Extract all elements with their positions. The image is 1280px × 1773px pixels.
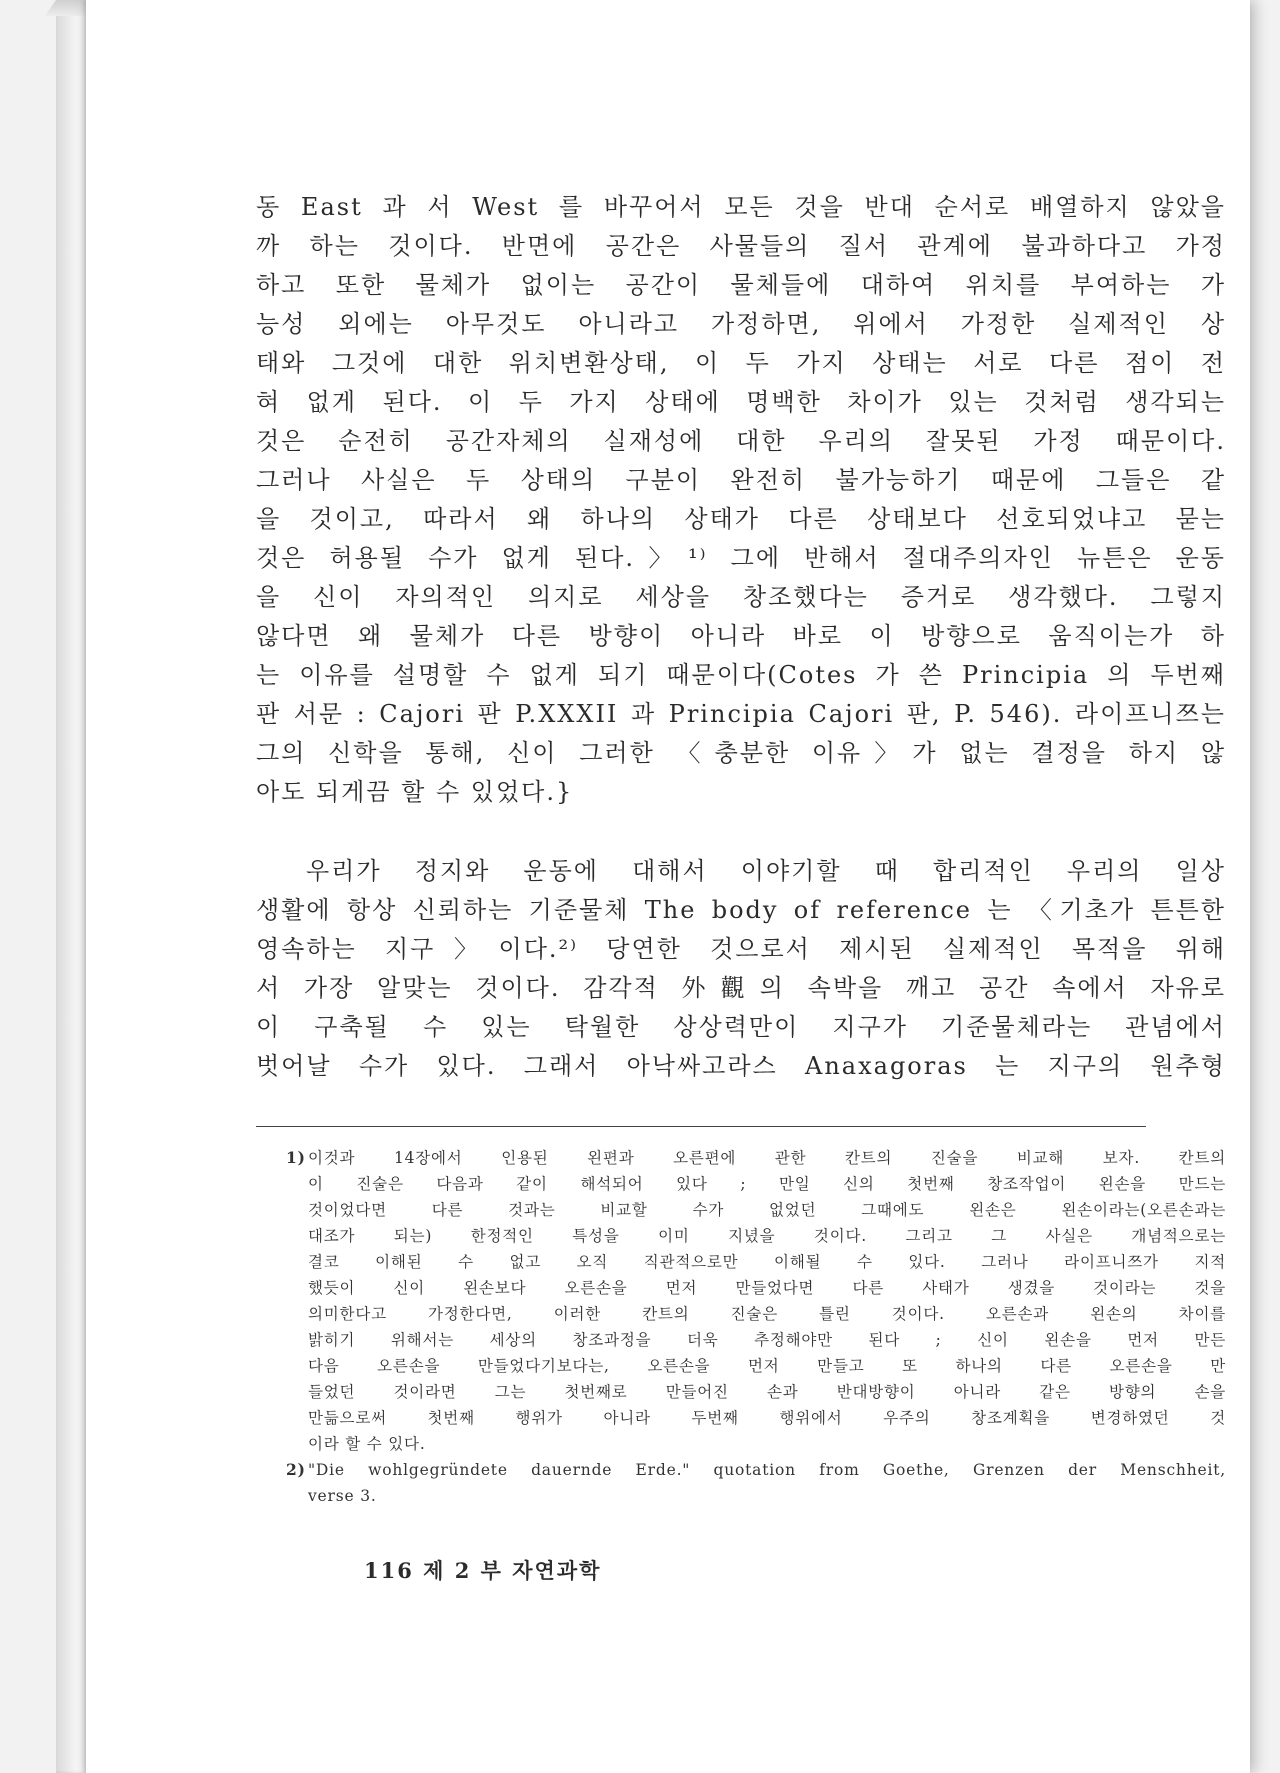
text-line: 하고 또한 물체가 없이는 공간이 물체들에 대하여 위치를 부여하는 가 [256,271,1226,299]
text-line: 아도 되게끔 할 수 있었다.} [256,778,574,806]
text-line: 것은 허용될 수가 없게 된다.〉¹⁾ 그에 반해서 절대주의자인 뉴튼은 운동 [256,544,1226,572]
footnotes [256,1145,1226,1509]
footnote-line: 다음 오른손을 만들었다기보다는, 오른손을 먼저 만들고 또 하나의 다른 오른손을 만 [308,1357,1226,1375]
footnote-line: 이것과 14장에서 인용된 왼편과 오른편에 관한 칸트의 진술을 비교해 보자. 칸트의 [308,1149,1226,1167]
footnote-2 [256,1457,1226,1509]
text-line: 생활에 항상 신뢰하는 기준물체 The body of reference 는 〈기초가 튼튼한 [256,896,1226,924]
text-line: 까 하는 것이다. 반면에 공간은 사물들의 질서 관계에 불과하다고 가정 [256,232,1226,260]
text-line: 동 East 과 서 West 를 바꾸어서 모든 것을 반대 순서로 배열하지 않았을 [256,193,1226,221]
footnote-number: 1) [286,1148,306,1167]
text-line: 않다면 왜 물체가 다른 방향이 아니라 바로 이 방향으로 움직이는가 하 [256,622,1226,650]
footnote-line: 들었던 것이라면 그는 첫번째로 만들어진 손과 반대방향이 아니라 같은 방향의 손을 [308,1383,1226,1401]
text-line: 능성 외에는 아무것도 아니라고 가정하면, 위에서 가정한 실제적인 상 [256,310,1226,338]
footnote-line: 했듯이 신이 왼손보다 오른손을 먼저 만들었다면 다른 사태가 생겼을 것이라는 것을 [308,1279,1226,1297]
page-content [256,188,1226,1509]
text-line: 것은 순전히 공간자체의 실재성에 대한 우리의 잘못된 가정 때문이다. [256,427,1226,455]
footnote-line: verse 3. [308,1487,377,1505]
text-line: 서 가장 알맞는 것이다. 감각적 外觀의 속박을 깨고 공간 속에서 자유로 [256,974,1226,1002]
text-line: 는 이유를 설명할 수 없게 되기 때문이다(Cotes 가 쓴 Principia 의 두번째 [256,661,1226,689]
footnote-number: 2) [286,1460,306,1479]
footnote-line: "Die wohlgegründete dauernde Erde." quotation from Goethe, Grenzen der Menschheit, [308,1461,1226,1479]
page-footer: 116 제 2 부 자연과학 [364,1558,602,1583]
footnote-line: 이라 할 수 있다. [308,1435,426,1453]
text-line: 우리가 정지와 운동에 대해서 이야기할 때 합리적인 우리의 일상 [306,857,1226,885]
text-line: 영속하는 지구〉이다.²⁾ 당연한 것으로서 제시된 실제적인 목적을 위해 [256,935,1226,963]
text-line: 판 서문 : Cajori 판 P.XXXII 과 Principia Cajori 판, P. 546). 라이프니쯔는 [256,700,1226,728]
text-line: 태와 그것에 대한 위치변환상태, 이 두 가지 상태는 서로 다른 점이 전 [256,349,1226,377]
book-page [86,0,1250,1773]
footnote-line: 의미한다고 가정한다면, 이러한 칸트의 진술은 틀린 것이다. 오른손과 왼손의 차이를 [308,1305,1226,1323]
text-line: 혀 없게 된다. 이 두 가지 상태에 명백한 차이가 있는 것처럼 생각되는 [256,388,1226,416]
body-paragraph-2 [256,852,1226,1086]
footnote-line: 것이었다면 다른 것과는 비교할 수가 없었던 그때에도 왼손은 왼손이라는(오른손과는 [308,1201,1226,1219]
text-line: 벗어날 수가 있다. 그래서 아낙싸고라스 Anaxagoras 는 지구의 원추형 [256,1052,1226,1080]
footnote-divider [256,1126,1146,1127]
footnote-line: 만듦으로써 첫번째 행위가 아니라 두번째 행위에서 우주의 창조계획을 변경하였던 것 [308,1409,1226,1427]
text-line: 그러나 사실은 두 상태의 구분이 완전히 불가능하기 때문에 그들은 같 [256,466,1226,494]
footnote-1 [256,1145,1226,1457]
text-line: 을 신이 자의적인 의지로 세상을 창조했다는 증거로 생각했다. 그렇지 [256,583,1226,611]
body-paragraph-1 [256,188,1226,812]
text-line: 을 것이고, 따라서 왜 하나의 상태가 다른 상태보다 선호되었냐고 묻는 [256,505,1226,533]
book-page-edge [56,0,90,1773]
text-line: 이 구축될 수 있는 탁월한 상상력만이 지구가 기준물체라는 관념에서 [256,1013,1226,1041]
footnote-line: 이 진술은 다음과 같이 해석되어 있다 ; 만일 신의 첫번째 창조작업이 왼손을 만드는 [308,1175,1226,1193]
footnote-line: 결코 이해된 수 없고 오직 직관적으로만 이해될 수 있다. 그러나 라이프니쯔가 지적 [308,1253,1226,1271]
footnote-line: 밝히기 위해서는 세상의 창조과정을 더욱 추정해야만 된다 ; 신이 왼손을 먼저 만든 [308,1331,1226,1349]
footnote-line: 대조가 되는) 한정적인 특성을 이미 지녔을 것이다. 그리고 그 사실은 개념적으로는 [308,1227,1226,1245]
text-line: 그의 신학을 통해, 신이 그러한 〈충분한 이유〉가 없는 결정을 하지 않 [256,739,1226,767]
